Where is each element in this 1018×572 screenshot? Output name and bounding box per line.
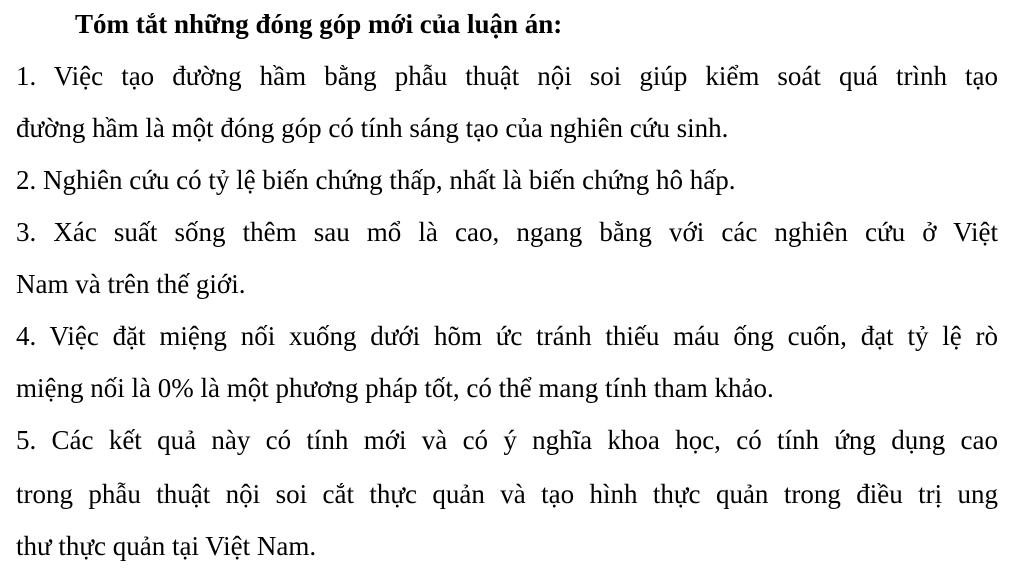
item-4-line-1: 4. Việc đặt miệng nối xuống dưới hõm ức tránh thiếu máu ống cuốn, đạt tỷ lệ rò bbox=[16, 321, 998, 351]
item-1-line-1: 1. Việc tạo đường hầm bằng phẫu thuật nội soi giúp kiểm soát quá trình tạo bbox=[16, 61, 998, 91]
item-3-line-2: Nam và trên thế giới. bbox=[16, 269, 246, 299]
item-5-line-1: 5. Các kết quả này có tính mới và có ý nghĩa khoa học, có tính ứng dụng cao bbox=[16, 425, 998, 455]
item-4-line-2: miệng nối là 0% là một phương pháp tốt, có thể mang tính tham khảo. bbox=[16, 373, 774, 403]
document-title: Tóm tắt những đóng góp mới của luận án: bbox=[75, 9, 563, 39]
item-5-line-2: trong phẫu thuật nội soi cắt thực quản và tạo hình thực quản trong điều trị ung bbox=[16, 479, 998, 509]
item-5-line-3: thư thực quản tại Việt Nam. bbox=[16, 531, 317, 561]
item-1-line-2: đường hầm là một đóng góp có tính sáng tạo của nghiên cứu sinh. bbox=[16, 113, 729, 143]
item-3-line-1: 3. Xác suất sống thêm sau mổ là cao, ngang bằng với các nghiên cứu ở Việt bbox=[16, 217, 998, 247]
item-2-line-1: 2. Nghiên cứu có tỷ lệ biến chứng thấp, nhất là biến chứng hô hấp. bbox=[16, 165, 736, 195]
